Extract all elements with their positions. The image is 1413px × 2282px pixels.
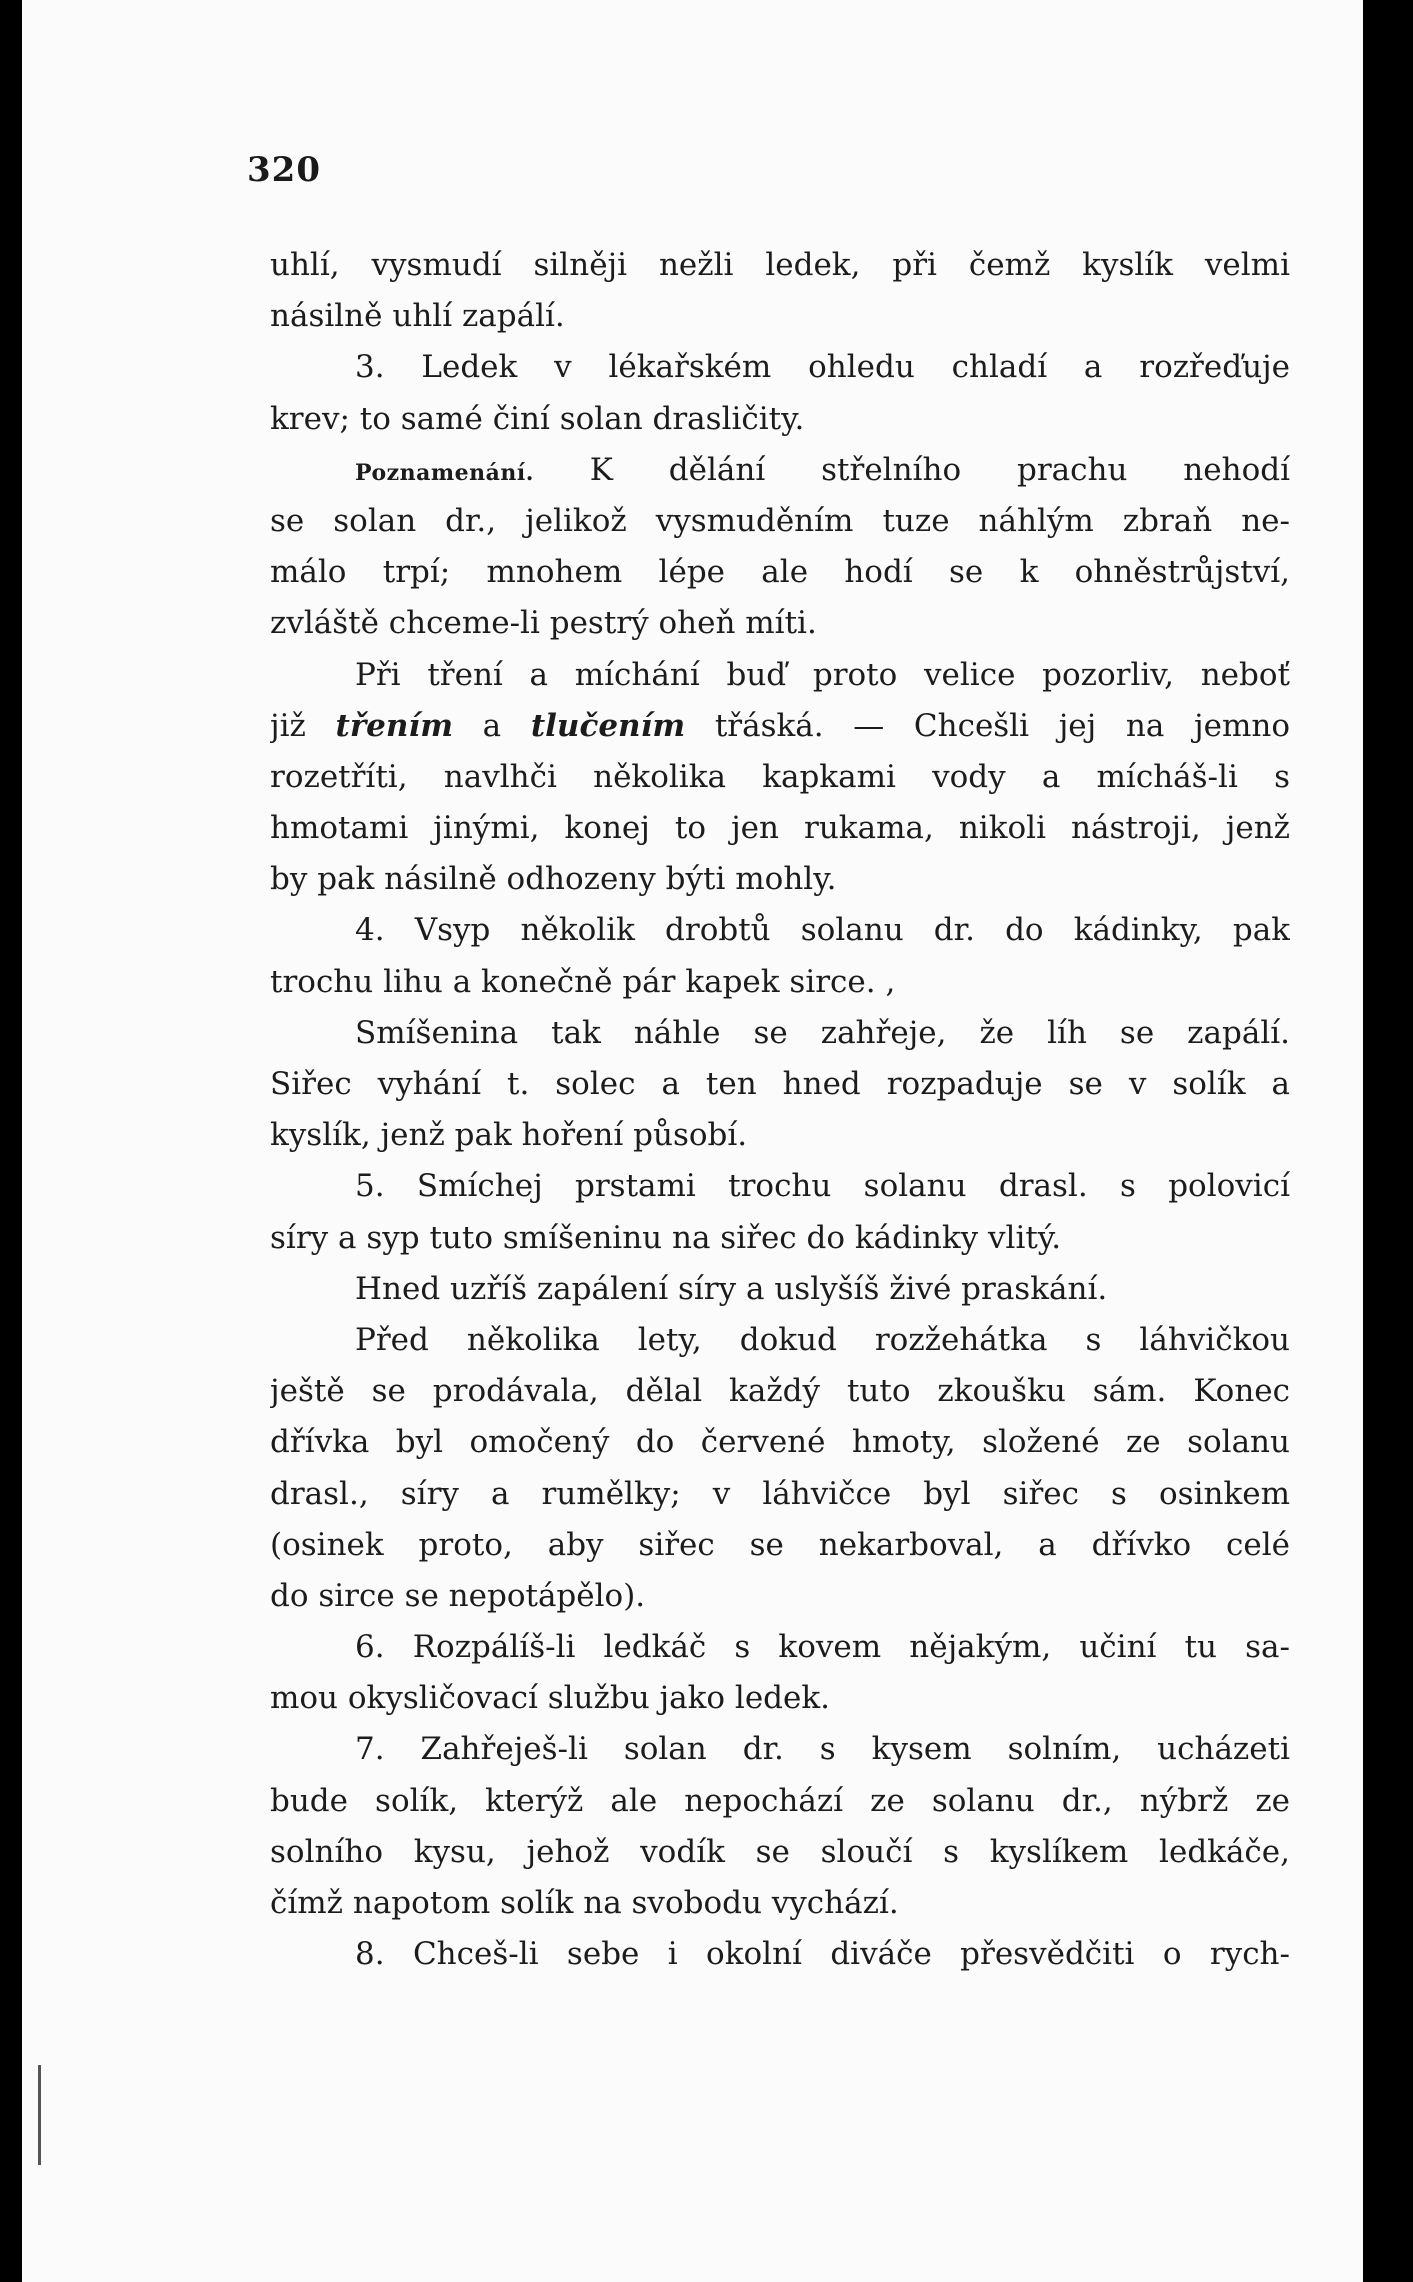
text-line xyxy=(270,1724,1290,1775)
text-segment: ještě se prodávala, dělal každý tuto zkoušku sám. Konec xyxy=(270,1373,1290,1410)
note-label: Poznamenání. xyxy=(355,459,534,486)
text-segment: hmotami jinými, konej to jen rukama, nikoli nástroji, jenž xyxy=(270,810,1290,847)
text-line xyxy=(270,1878,1290,1929)
book-page xyxy=(22,0,1363,2282)
text-line xyxy=(270,1315,1290,1366)
text-line xyxy=(270,957,1290,1008)
text-segment: Při tření a míchání buď proto velice pozorliv, neboť xyxy=(355,656,1290,693)
text-segment: Siřec vyhání t. solec a ten hned rozpaduje se v solík a xyxy=(270,1066,1290,1102)
text-line xyxy=(270,803,1290,854)
text-segment: trochu lihu a konečně pár kapek sirce. , xyxy=(270,963,896,1000)
text-segment: zvláště chceme-li pestrý oheň míti. xyxy=(270,605,817,642)
text-line xyxy=(270,1110,1290,1161)
text-segment: násilně uhlí zapálí. xyxy=(270,298,565,335)
text-segment: Smíšenina tak náhle se zahřeje, že líh se zapálí. xyxy=(355,1014,1290,1051)
text-segment: krev; to samé činí solan drasličity. xyxy=(270,400,805,437)
text-segment: solního kysu, jehož vodík se sloučí s kyslíkem ledkáče, xyxy=(270,1833,1290,1870)
text-line xyxy=(270,1161,1290,1212)
text-line xyxy=(270,547,1290,598)
text-line xyxy=(270,752,1290,803)
text-segment: se solan dr., jelikož vysmuděním tuze náhlým zbraň ne- xyxy=(270,502,1290,539)
text-segment: 3. Ledek v lékařském ohledu chladí a rozřeďuje xyxy=(355,349,1290,386)
text-segment: do sirce se nepotápělo). xyxy=(270,1577,646,1614)
text-segment: již xyxy=(270,707,336,744)
text-line xyxy=(270,1059,1290,1110)
text-line xyxy=(270,291,1290,342)
text-segment: bude solík, kterýž ale nepochází ze solanu dr., nýbrž ze xyxy=(270,1782,1290,1819)
text-segment: čímž napotom solík na svobodu vychází. xyxy=(270,1885,899,1921)
text-segment: drasl., síry a rumělky; v láhvičce byl siřec s osinkem xyxy=(270,1475,1290,1512)
text-line xyxy=(270,1776,1290,1827)
text-segment: 5. Smíchej prstami trochu solanu drasl. s polovicí xyxy=(355,1168,1290,1205)
text-segment: málo trpí; mnohem lépe ale hodí se k ohněstrůjství, xyxy=(270,554,1290,591)
text-line xyxy=(270,1264,1290,1315)
text-segment: by pak násilně odhozeny býti mohly. xyxy=(270,861,837,898)
text-line xyxy=(270,650,1290,701)
margin-mark xyxy=(38,2065,41,2165)
text-segment: a xyxy=(453,707,531,744)
emphasis-text: třením xyxy=(335,707,454,744)
scan-border-left xyxy=(0,0,22,2282)
text-line xyxy=(270,1673,1290,1724)
text-line xyxy=(270,240,1290,291)
text-segment: (osinek proto, aby siřec se nekarboval, a dřívko celé xyxy=(270,1526,1290,1563)
text-line xyxy=(270,1366,1290,1417)
text-line xyxy=(270,905,1290,956)
text-segment: 4. Vsyp několik drobtů solanu dr. do kádinky, pak xyxy=(355,912,1290,949)
text-line xyxy=(270,394,1290,445)
text-segment: Hned uzříš zapálení síry a uslyšíš živé praskání. xyxy=(355,1270,1108,1307)
body-text xyxy=(270,240,1290,1980)
text-segment: třáská. — Chcešli jej na jemno xyxy=(685,707,1290,744)
text-line xyxy=(270,1213,1290,1264)
text-line xyxy=(270,854,1290,905)
text-line xyxy=(270,342,1290,393)
text-segment: síry a syp tuto smíšeninu na siřec do kádinky vlitý. xyxy=(270,1219,1062,1256)
text-line xyxy=(270,598,1290,649)
text-line xyxy=(270,1622,1290,1673)
text-line xyxy=(270,496,1290,547)
scan-border-right xyxy=(1363,0,1413,2282)
text-line xyxy=(270,1929,1290,1980)
text-segment: 8. Chceš-li sebe i okolní diváče přesvědčiti o rych- xyxy=(355,1936,1290,1973)
text-segment: mou okysličovací službu jako ledek. xyxy=(270,1680,830,1717)
text-segment: kyslík, jenž pak hoření působí. xyxy=(270,1117,748,1154)
text-line xyxy=(270,701,1290,752)
text-line xyxy=(270,445,1290,496)
text-line xyxy=(270,1827,1290,1878)
text-segment: dřívka byl omočený do červené hmoty, složené ze solanu xyxy=(270,1424,1290,1461)
emphasis-text: tlučením xyxy=(530,707,686,744)
text-line xyxy=(270,1008,1290,1059)
text-segment: 7. Zahřeješ-li solan dr. s kysem solním, ucházeti xyxy=(355,1731,1290,1768)
text-segment: rozetříti, navlhči několika kapkami vody a mícháš-li s xyxy=(270,758,1290,795)
text-segment: uhlí, vysmudí silněji nežli ledek, při čemž kyslík velmi xyxy=(270,247,1290,283)
text-segment: 6. Rozpálíš-li ledkáč s kovem nějakým, učiní tu sa- xyxy=(355,1629,1290,1666)
text-line xyxy=(270,1469,1290,1520)
text-segment: K dělání střelního prachu nehodí xyxy=(533,451,1290,488)
text-line xyxy=(270,1520,1290,1571)
text-line xyxy=(270,1417,1290,1468)
text-segment: Před několika lety, dokud rozžehátka s láhvičkou xyxy=(355,1321,1290,1358)
text-line xyxy=(270,1571,1290,1622)
page-number: 320 xyxy=(247,150,321,190)
